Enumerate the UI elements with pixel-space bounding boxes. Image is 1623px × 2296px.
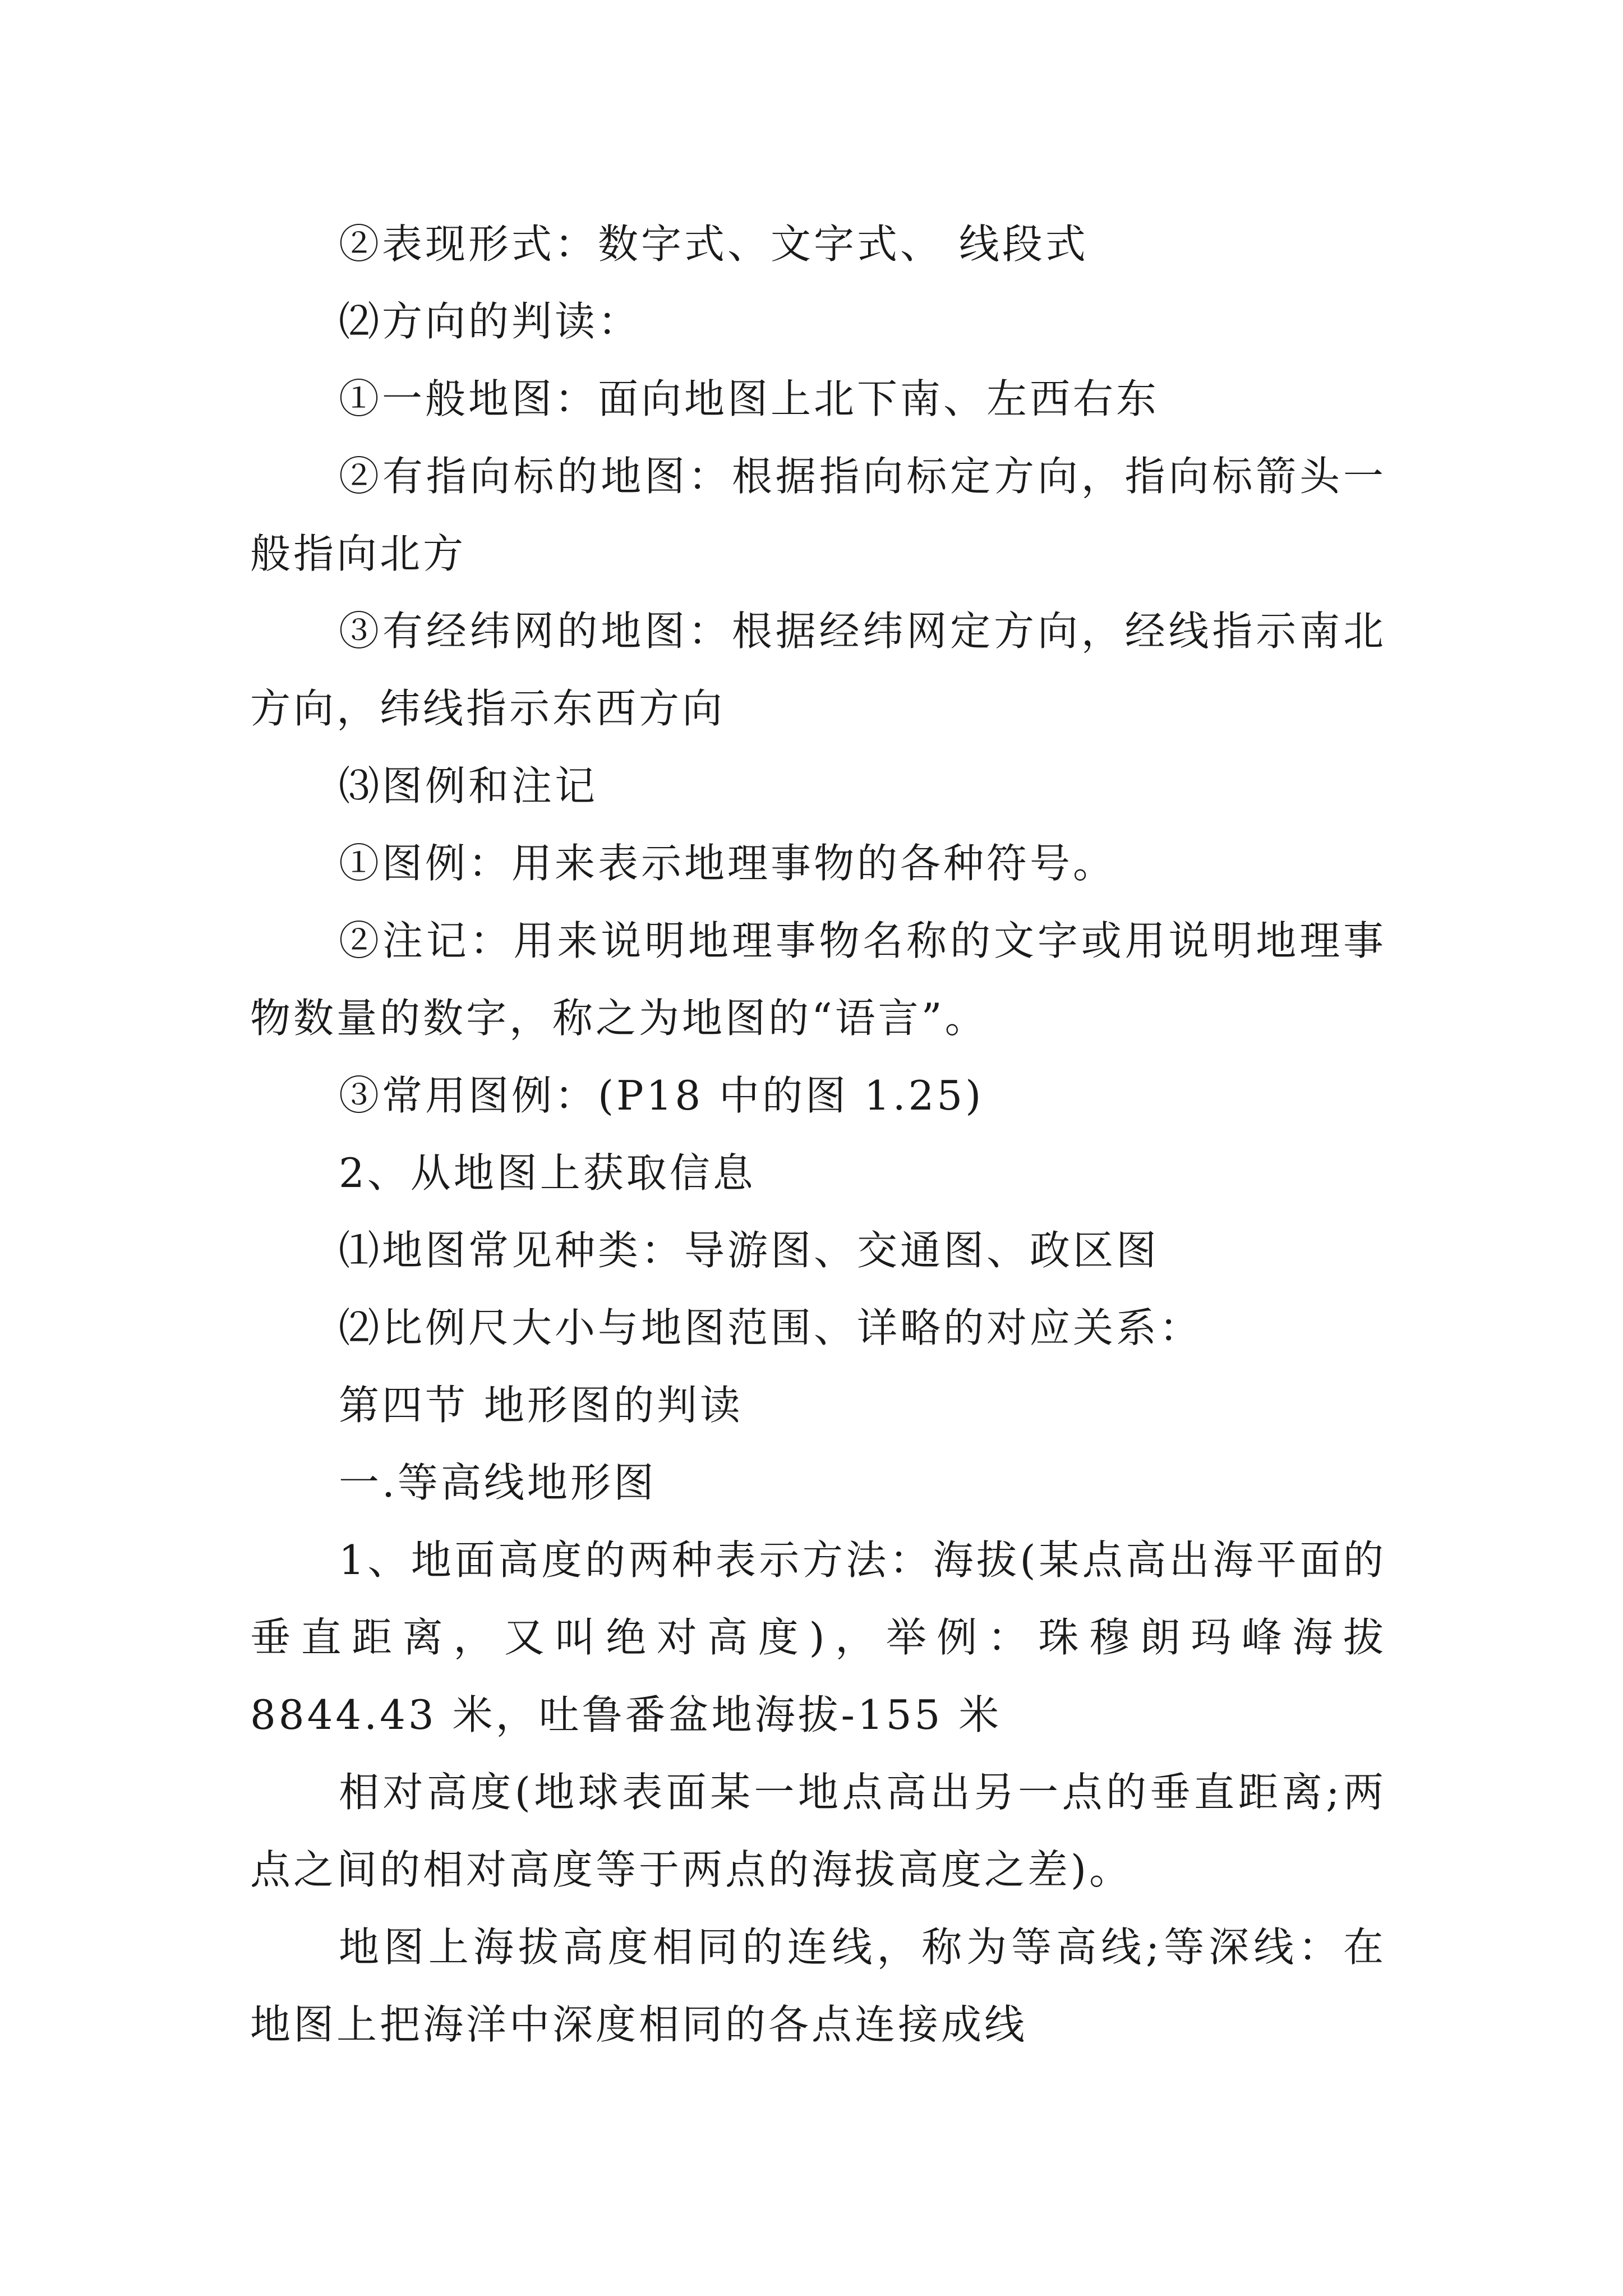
paragraph-relative-height: 相对高度(地球表面某一地点高出另一点的垂直距离;两点之间的相对高度等于两点的海拔高度之差)。 xyxy=(250,1769,1386,1893)
paragraph-map-types: ⑴地图常见种类：导游图、交通图、政区图 xyxy=(339,1227,1160,1274)
subsection-heading-contour: 一.等高线地形图 xyxy=(339,1459,657,1506)
paragraph-direction-heading: ⑵方向的判读： xyxy=(339,298,642,345)
paragraph-legend: ①图例：用来表示地理事物的各种符号。 xyxy=(339,840,1117,887)
paragraph-north-arrow-map: ②有指向标的地图：根据指向标定方向，指向标箭头一般指向北方 xyxy=(250,453,1386,577)
paragraph-common-legend: ③常用图例：(P18 中的图 1.25) xyxy=(339,1072,984,1119)
paragraph-map-info-heading: 2、从地图上获取信息 xyxy=(339,1149,756,1197)
paragraph-general-map: ①一般地图：面向地图上北下南、左西右东 xyxy=(339,375,1160,422)
paragraph-graticule-map: ③有经纬网的地图：根据经纬网定方向，经线指示南北方向，纬线指示东西方向 xyxy=(250,608,1386,732)
section-heading-terrain: 第四节 地形图的判读 xyxy=(339,1382,743,1429)
paragraph-annotation: ②注记：用来说明地理事物名称的文字或用说明地理事物数量的数字，称之为地图的“语言”。 xyxy=(250,917,1386,1042)
paragraph-contour-definition: 地图上海拔高度相同的连线，称为等高线;等深线：在地图上把海洋中深度相同的各点连接成线 xyxy=(250,1924,1386,2048)
paragraph-legend-heading: ⑶图例和注记 xyxy=(339,762,598,809)
paragraph-altitude: 1、地面高度的两种表示方法：海拔(某点高出海平面的垂直距离，又叫绝对高度)，举例：珠穆朗玛峰海拔 8844.43 米，吐鲁番盆地海拔-155 米 xyxy=(250,1536,1386,1738)
paragraph-scale-forms: ②表现形式：数字式、文字式、 线段式 xyxy=(339,220,1089,268)
paragraph-scale-relation: ⑵比例尺大小与地图范围、详略的对应关系： xyxy=(339,1304,1203,1351)
document-body xyxy=(250,205,1386,2063)
